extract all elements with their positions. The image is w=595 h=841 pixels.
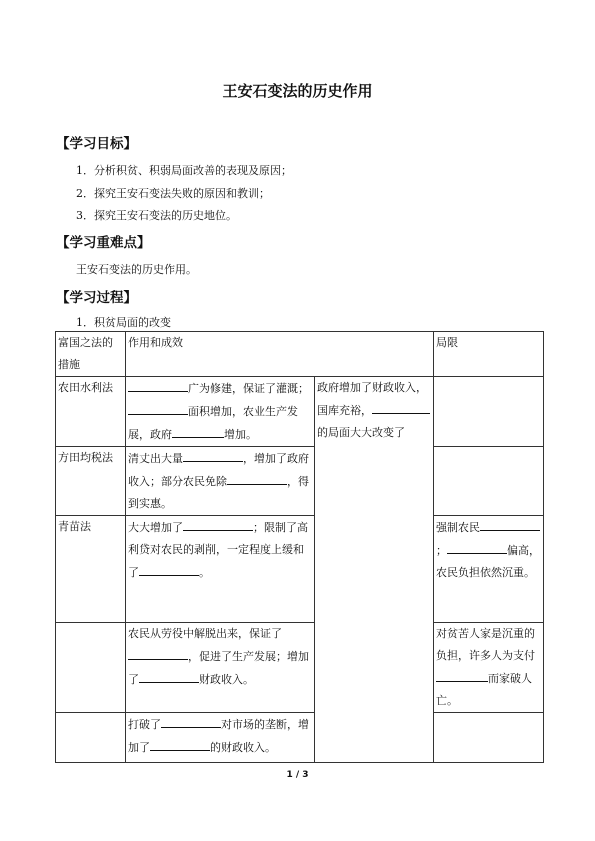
- effect-cell: 大大增加了 ；限制了高利贷对农民的剥削，一定程度上缓和了 。: [126, 516, 315, 623]
- table-row: [56, 623, 544, 713]
- fill-blank[interactable]: [480, 516, 540, 531]
- table-row: [56, 713, 544, 763]
- measure-cell: [56, 713, 126, 763]
- table-row: [56, 447, 544, 516]
- header-measure: 富国之法的措施: [56, 332, 126, 377]
- limit-cell: [434, 447, 544, 516]
- fill-blank[interactable]: [172, 423, 224, 438]
- objective-item: 1．分析积贫、积弱局面改善的表现及原因；: [76, 164, 292, 177]
- effect-cell: 打破了 对市场的垄断，增加了 的财政收入。: [126, 713, 315, 763]
- measure-cell: 方田均税法: [56, 447, 126, 516]
- section-heading-process: 【学习过程】: [56, 290, 137, 306]
- fill-blank[interactable]: [372, 399, 430, 414]
- reform-table: [55, 331, 544, 763]
- objective-item: 2．探究王安石变法失败的原因和教训；: [76, 187, 270, 200]
- effect-cell: 广为修建，保证了灌溉；面积增加，农业生产发展，政府 增加。: [126, 377, 315, 447]
- fill-blank[interactable]: [139, 561, 199, 576]
- effect-cell: 清丈出大量 ，增加了政府收入；部分农民免除 ，得到实惠。: [126, 447, 315, 516]
- merged-effect-cell: 政府增加了财政收入，国库充裕，的局面大大改变了: [315, 377, 434, 763]
- fill-blank[interactable]: [447, 539, 507, 554]
- limit-cell: 强制农民； 偏高，农民负担依然沉重。: [434, 516, 544, 623]
- section-heading-keypoints: 【学习重难点】: [56, 235, 151, 251]
- table-row: [56, 377, 544, 447]
- fill-blank[interactable]: [128, 400, 188, 415]
- subsection-title: 1．积贫局面的改变: [76, 316, 171, 329]
- fill-blank[interactable]: [150, 736, 210, 751]
- fill-blank[interactable]: [436, 667, 488, 682]
- fill-blank[interactable]: [128, 377, 188, 392]
- fill-blank[interactable]: [161, 713, 221, 728]
- fill-blank[interactable]: [183, 447, 243, 462]
- limit-cell: 对贫苦人家是沉重的负担，许多人为支付而家破人亡。: [434, 623, 544, 713]
- limit-cell: [434, 377, 544, 447]
- fill-blank[interactable]: [128, 645, 188, 660]
- fill-blank[interactable]: [227, 470, 287, 485]
- header-limit: 局限: [434, 332, 544, 377]
- measure-cell: 青苗法: [56, 516, 126, 623]
- table-row: [56, 516, 544, 623]
- measure-cell: 农田水利法: [56, 377, 126, 447]
- header-effect: 作用和成效: [126, 332, 434, 377]
- section-heading-objectives: 【学习目标】: [56, 136, 137, 152]
- objective-item: 3．探究王安石变法的历史地位。: [76, 209, 237, 222]
- keypoint-text: 王安石变法的历史作用。: [76, 263, 197, 276]
- limit-cell: [434, 713, 544, 763]
- measure-cell: [56, 623, 126, 713]
- page-number: 1 / 3: [286, 770, 309, 780]
- fill-blank[interactable]: [139, 668, 199, 683]
- fill-blank[interactable]: [183, 516, 253, 531]
- page-title: 王安石变法的历史作用: [222, 82, 373, 100]
- effect-cell: 农民从劳役中解脱出来，保证了，促进了生产发展；增加了 财政收入。: [126, 623, 315, 713]
- table-header-row: [56, 332, 544, 377]
